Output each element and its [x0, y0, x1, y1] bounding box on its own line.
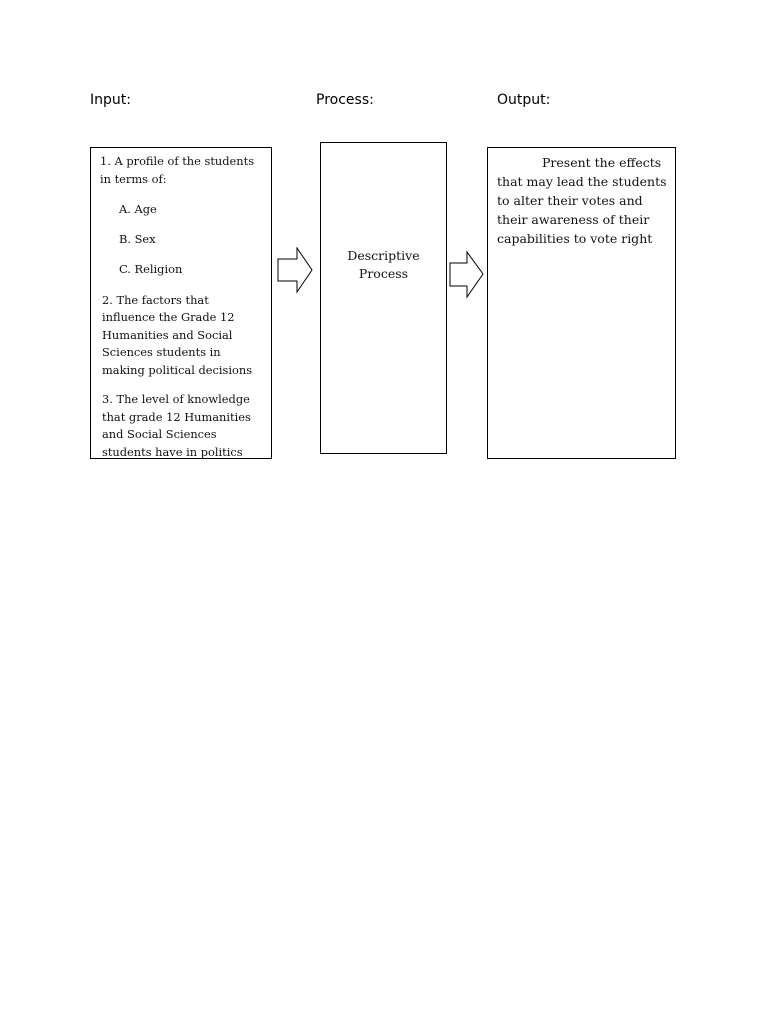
process-label: [321, 247, 446, 283]
input-sub-item-age: A. Age: [119, 202, 157, 216]
input-item-1: 1. A profile of the students in terms of:: [100, 154, 255, 186]
process-heading: Process:: [316, 92, 374, 108]
input-heading: Input:: [90, 92, 131, 108]
input-item-2: 2. The factors that influence the Grade 12 Humanities and Social Sciences students in making political decisions: [102, 292, 253, 377]
input-sub-item-sex: B. Sex: [119, 232, 156, 246]
right-arrow-icon: [277, 247, 315, 295]
input-box: [90, 147, 272, 459]
process-label-line-1: Descriptive: [347, 248, 420, 263]
output-text: Present the effects that may lead the students to alter their votes and their awareness of their capabilities to vote right: [497, 155, 667, 246]
input-sub-item-religion: C. Religion: [119, 262, 183, 276]
process-box: [320, 142, 447, 454]
process-label-line-2: Process: [358, 266, 409, 281]
input-item-3: 3. The level of knowledge that grade 12 Humanities and Social Sciences students have in politics: [102, 392, 251, 459]
right-arrow-icon: [449, 251, 487, 299]
output-heading: Output:: [497, 92, 551, 108]
output-box: [487, 147, 676, 459]
